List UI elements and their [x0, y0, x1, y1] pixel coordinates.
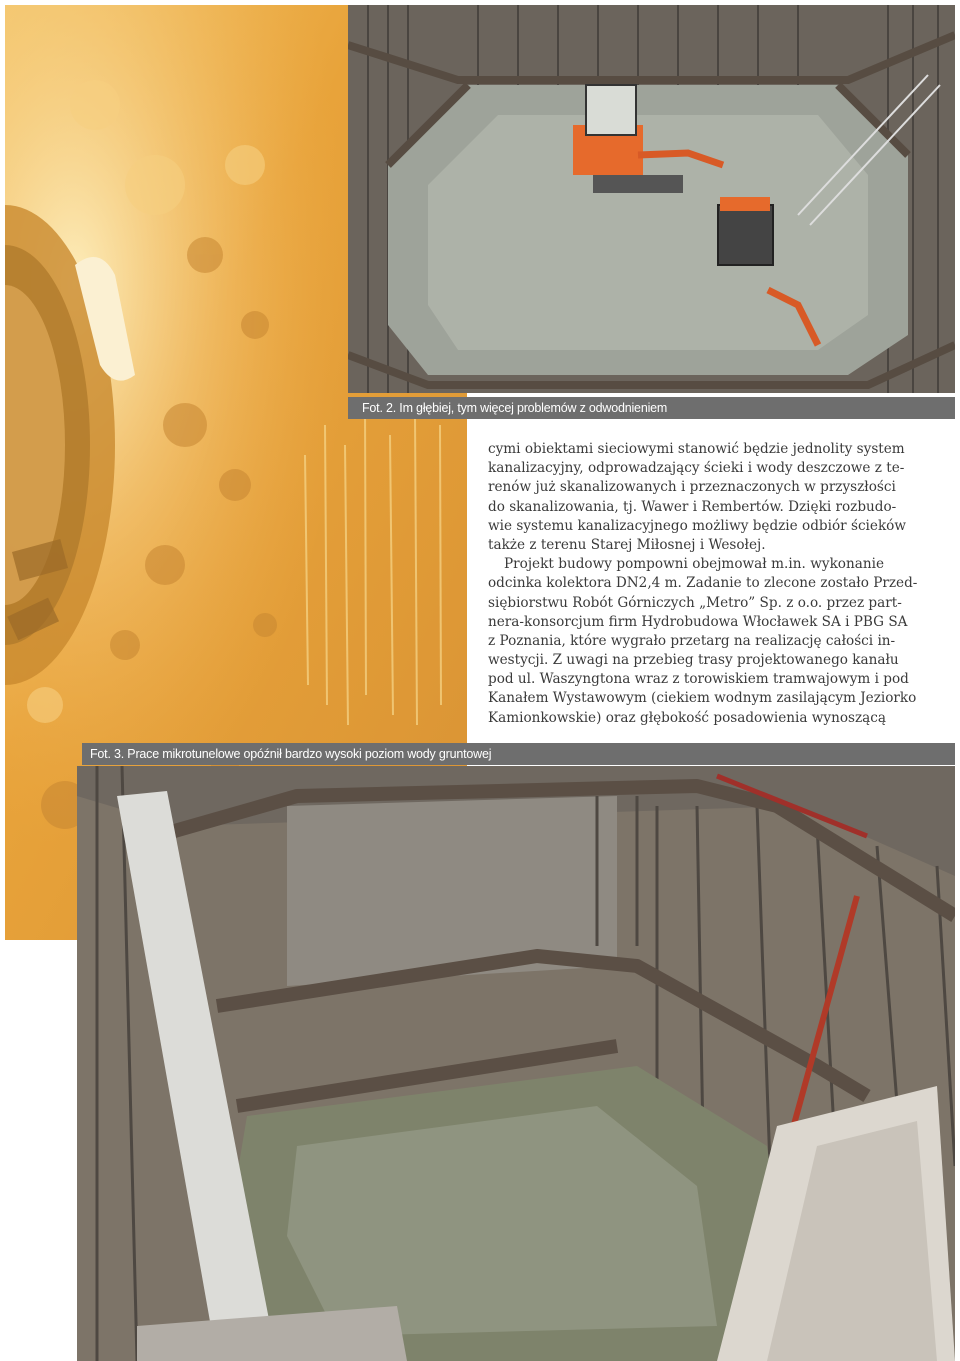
photo-shaft-interior: [77, 766, 955, 1361]
article-line: cymi obiektami sieciowymi stanowić będzie jednolity system: [488, 441, 905, 457]
article-line: siębiorstwu Robót Górniczych „Metro” Sp. z o.o. przez part-: [488, 594, 902, 611]
article-line: nera-konsorcjum firm Hydrobudowa Włocławek SA i PBG SA: [488, 613, 908, 630]
article-line: z Poznania, które wygrało przetarg na realizację całości in-: [488, 632, 896, 649]
article-line: Projekt budowy pompowni obejmował m.in. wykonanie: [504, 556, 884, 573]
photo-excavation-shaft: [348, 5, 955, 393]
article-line: do skanalizowania, tj. Wawer i Rembertów. Dzięki rozbudo-: [488, 498, 897, 515]
article-line: Kamionkowskie) oraz głębokość posadowienia wynoszącą: [488, 709, 886, 726]
article-line: wie systemu kanalizacyjnego możliwy będzie odbiór ścieków: [488, 517, 907, 534]
article-line: odcinka kolektora DN2,4 m. Zadanie to zlecone zostało Przed-: [488, 575, 918, 592]
caption-fot2: Fot. 2. Im głębiej, tym więcej problemów z odwodnieniem: [348, 397, 955, 419]
article-line: renów już skanalizowanych i przeznaczonych w przyszłości: [488, 479, 896, 496]
article-body: [488, 440, 918, 728]
article-line: Kanałem Wystawowym (ciekiem wodnym zasilającym Jeziorko: [488, 690, 917, 707]
article-line: także z terenu Starej Miłosnej i Wesołej.: [488, 536, 766, 553]
article-line: kanalizacyjny, odprowadzający ścieki i wody deszczowe z te-: [488, 460, 905, 477]
caption-fot3: Fot. 3. Prace mikrotunelowe opóźnił bardzo wysoki poziom wody gruntowej: [82, 743, 955, 765]
article-line: pod ul. Waszyngtona wraz z torowiskiem tramwajowym i pod: [488, 671, 909, 688]
article-line: westycji. Z uwagi na przebieg trasy projektowanego kanału: [488, 652, 899, 669]
